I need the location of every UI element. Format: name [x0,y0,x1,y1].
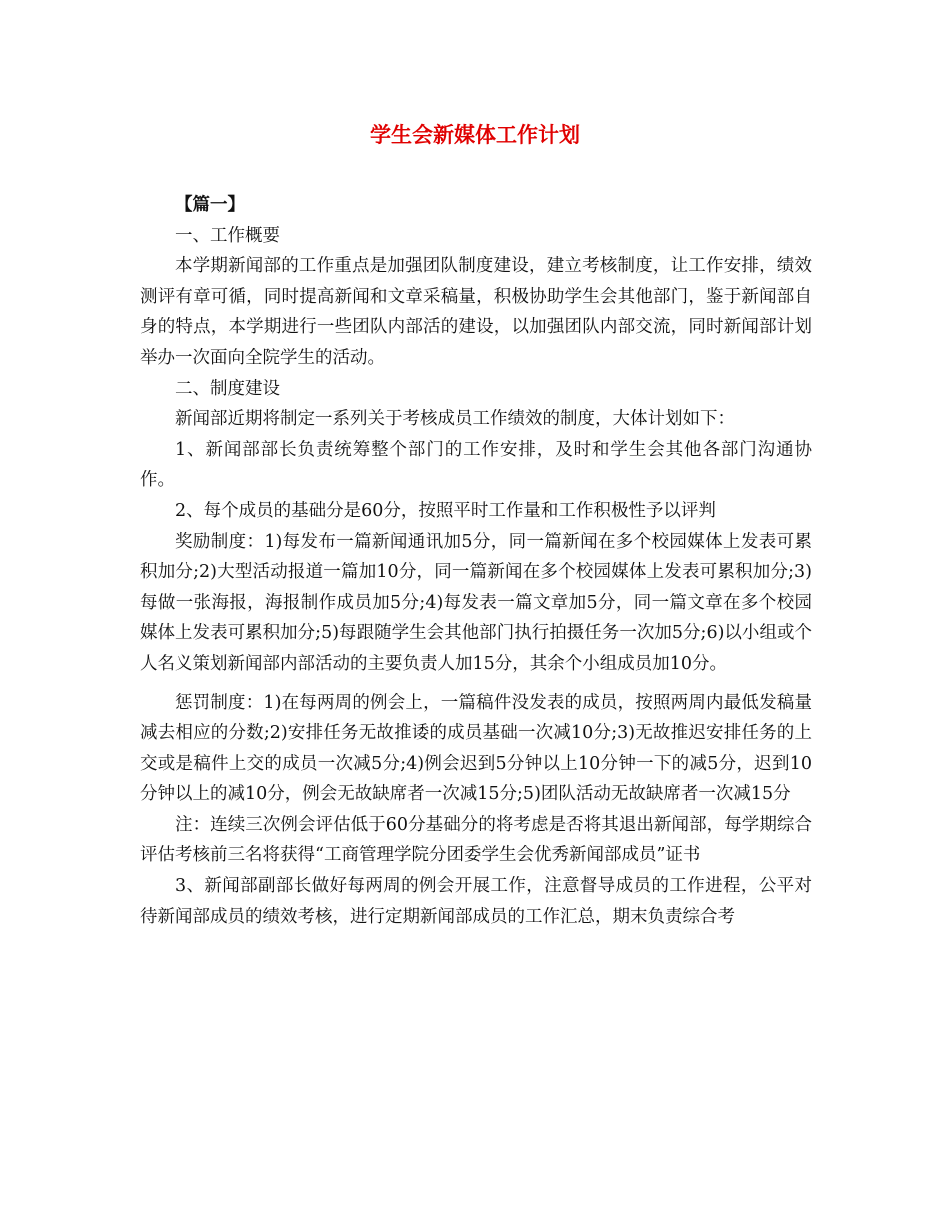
paragraph: 3、新闻部副部长做好每两周的例会开展工作，注意督导成员的工作进程，公平对待新闻部成员的绩效考核，进行定期新闻部成员的工作汇总，期末负责综合考 [140,876,812,927]
section-heading: 【篇一】 [175,195,245,215]
paragraph: 奖励制度：1)每发布一篇新闻通讯加5分，同一篇新闻在多个校园媒体上发表可累积加分;2)大型活动报道一篇加10分，同一篇新闻在多个校园媒体上发表可累积加分;3)每做一张海报，海报制作成员加5分;4)每发表一篇文章加5分，同一篇文章在多个校园媒体上发表可累积加分;5)每跟随学生会其他部门执行拍摄任务一次加5分;6)以小组或个人名义策划新闻部内部活动的主要负责人加15分，其余个小组成员加10分。 [140,531,812,674]
document-body [140,190,812,932]
paragraph: 1、新闻部部长负责统筹整个部门的工作安排，及时和学生会其他各部门沟通协作。 [140,439,812,491]
subheading: 二、制度建设 [175,378,280,399]
paragraph: 本学期新闻部的工作重点是加强团队制度建设，建立考核制度，让工作安排，绩效测评有章可循，同时提高新闻和文章采稿量，积极协助学生会其他部门，鉴于新闻部自身的特点，本学期进行一些团队内部活的建设，以加强团队内部交流，同时新闻部计划举办一次面向全院学生的活动。 [140,256,812,368]
paragraph: 2、每个成员的基础分是60分，按照平时工作量和工作积极性予以评判 [175,500,716,521]
subheading: 一、工作概要 [175,225,280,246]
paragraph: 注：连续三次例会评估低于60分基础分的将考虑是否将其退出新闻部，每学期综合评估考核前三名将获得“工商管理学院分团委学生会优秀新闻部成员”证书 [140,814,812,866]
document-title: 学生会新媒体工作计划 [370,123,580,147]
paragraph: 惩罚制度：1)在每两周的例会上，一篇稿件没发表的成员，按照两周内最低发稿量减去相应的分数;2)安排任务无故推诿的成员基础一次减10分;3)无故推迟安排任务的上交或是稿件上交的成员一次减5分;4)例会迟到5分钟以上10分钟一下的减5分，迟到10分钟以上的减10分，例会无故缺席者一次减15分;5)团队活动无故缺席者一次减15分 [140,692,812,805]
paragraph: 新闻部近期将制定一系列关于考核成员工作绩效的制度，大体计划如下： [175,409,735,430]
